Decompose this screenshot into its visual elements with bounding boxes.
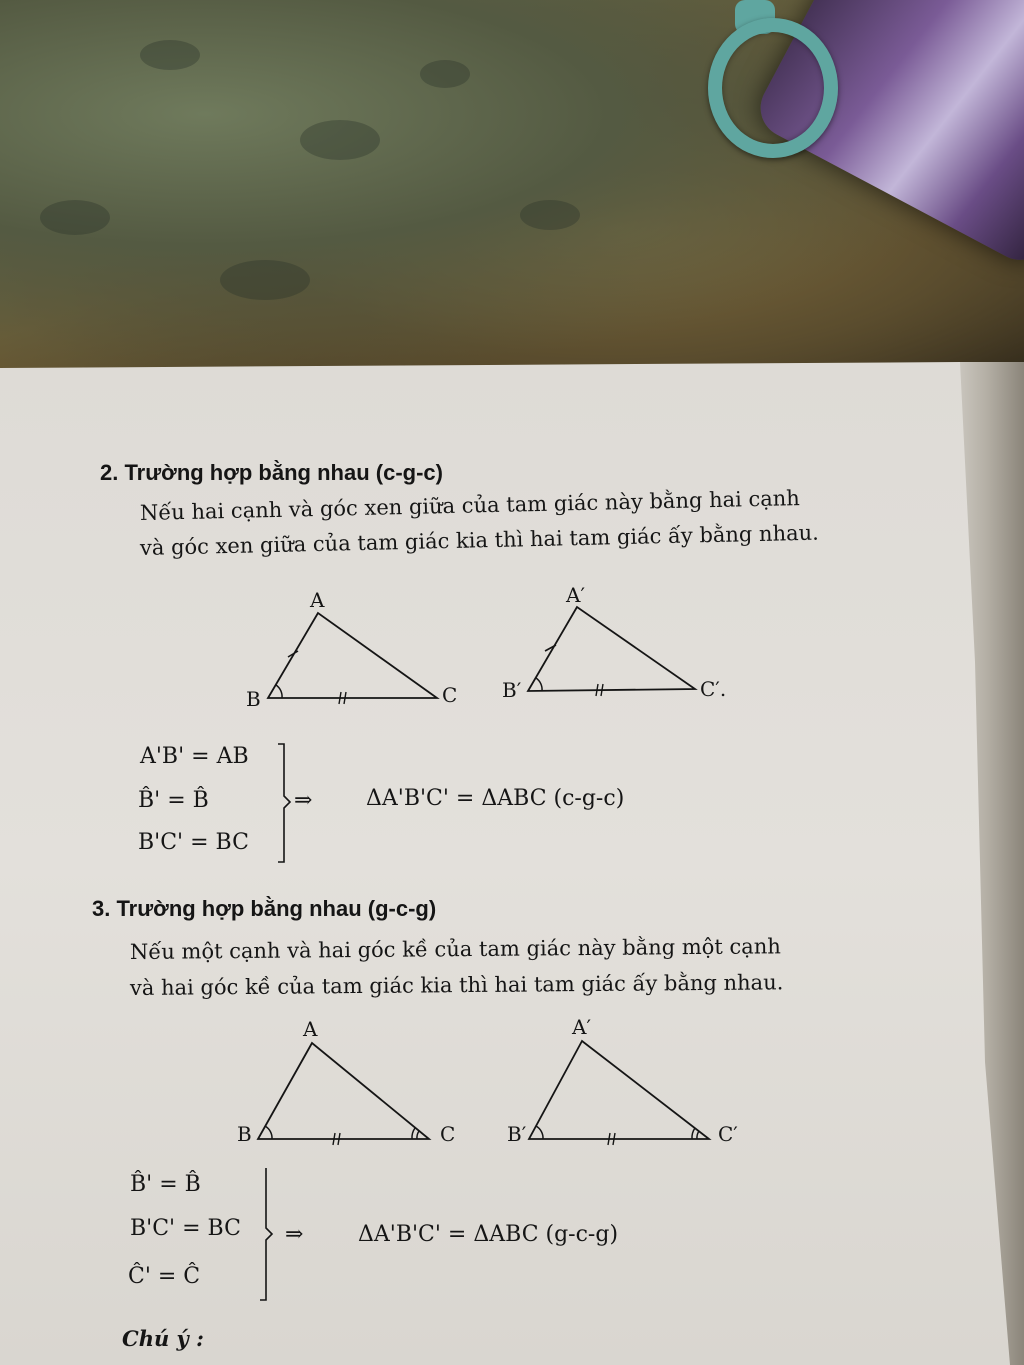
figure-cgc — [240, 585, 760, 715]
cgc-result: ΔA'B'C' = ΔABC (c-g-c) — [366, 786, 625, 811]
note-heading: Chú ý : — [122, 1326, 204, 1351]
section-3-heading: 3. Trường hợp bằng nhau (g-c-g) — [92, 896, 437, 921]
label-a: A — [310, 588, 325, 612]
label-b-prime: B′ — [502, 678, 522, 702]
label-b: B — [246, 687, 261, 711]
cgc-condition-3: B'C' = BC — [138, 830, 249, 855]
triangle-abc — [246, 588, 457, 711]
cgc-condition-2: B̂' = B̂ — [138, 788, 209, 813]
gcg-condition-2: B'C' = BC — [130, 1216, 241, 1241]
gcg-result: ΔA'B'C' = ΔABC (g-c-g) — [358, 1222, 619, 1247]
label-c: C — [440, 1122, 456, 1146]
section-3-text-line-2: và hai góc kề của tam giác kia thì hai tam giác ấy bằng nhau. — [129, 970, 784, 1000]
label-c-prime: C′ — [718, 1122, 738, 1146]
figure-gcg — [232, 1015, 752, 1150]
cgc-condition-1: A'B' = AB — [140, 744, 249, 769]
section-2-text-line-1: Nếu hai cạnh và góc xen giữa của tam giác này bằng hai cạnh — [139, 486, 801, 525]
label-a-prime: A′ — [572, 1015, 591, 1039]
label-b: B — [237, 1122, 252, 1146]
section-3-text-line-1: Nếu một cạnh và hai góc kề của tam giác này bằng một cạnh — [129, 934, 781, 964]
gcg-condition-1: B̂' = B̂ — [130, 1172, 201, 1197]
section-2-heading: 2. Trường hợp bằng nhau (c-g-c) — [100, 460, 443, 485]
label-c: C — [442, 683, 458, 707]
label-b-prime: B′ — [507, 1122, 527, 1146]
gcg-condition-3: Ĉ' = Ĉ — [128, 1264, 201, 1289]
label-c-prime: C′. — [700, 677, 727, 701]
triangle-a-prime-b-prime-c-prime — [502, 583, 726, 702]
gcg-brace — [258, 1166, 278, 1306]
gcg-implies-arrow: ⇒ — [285, 1222, 304, 1247]
triangle-abc — [237, 1017, 455, 1146]
triangle-a-prime-b-prime-c-prime — [507, 1015, 738, 1146]
cgc-implies-arrow: ⇒ — [294, 788, 313, 813]
section-2-text-line-2: và góc xen giữa của tam giác kia thì hai tam giác ấy bằng nhau. — [139, 520, 820, 560]
cgc-brace — [276, 742, 296, 867]
label-a: A — [303, 1017, 318, 1041]
label-a-prime: A′ — [566, 583, 585, 607]
